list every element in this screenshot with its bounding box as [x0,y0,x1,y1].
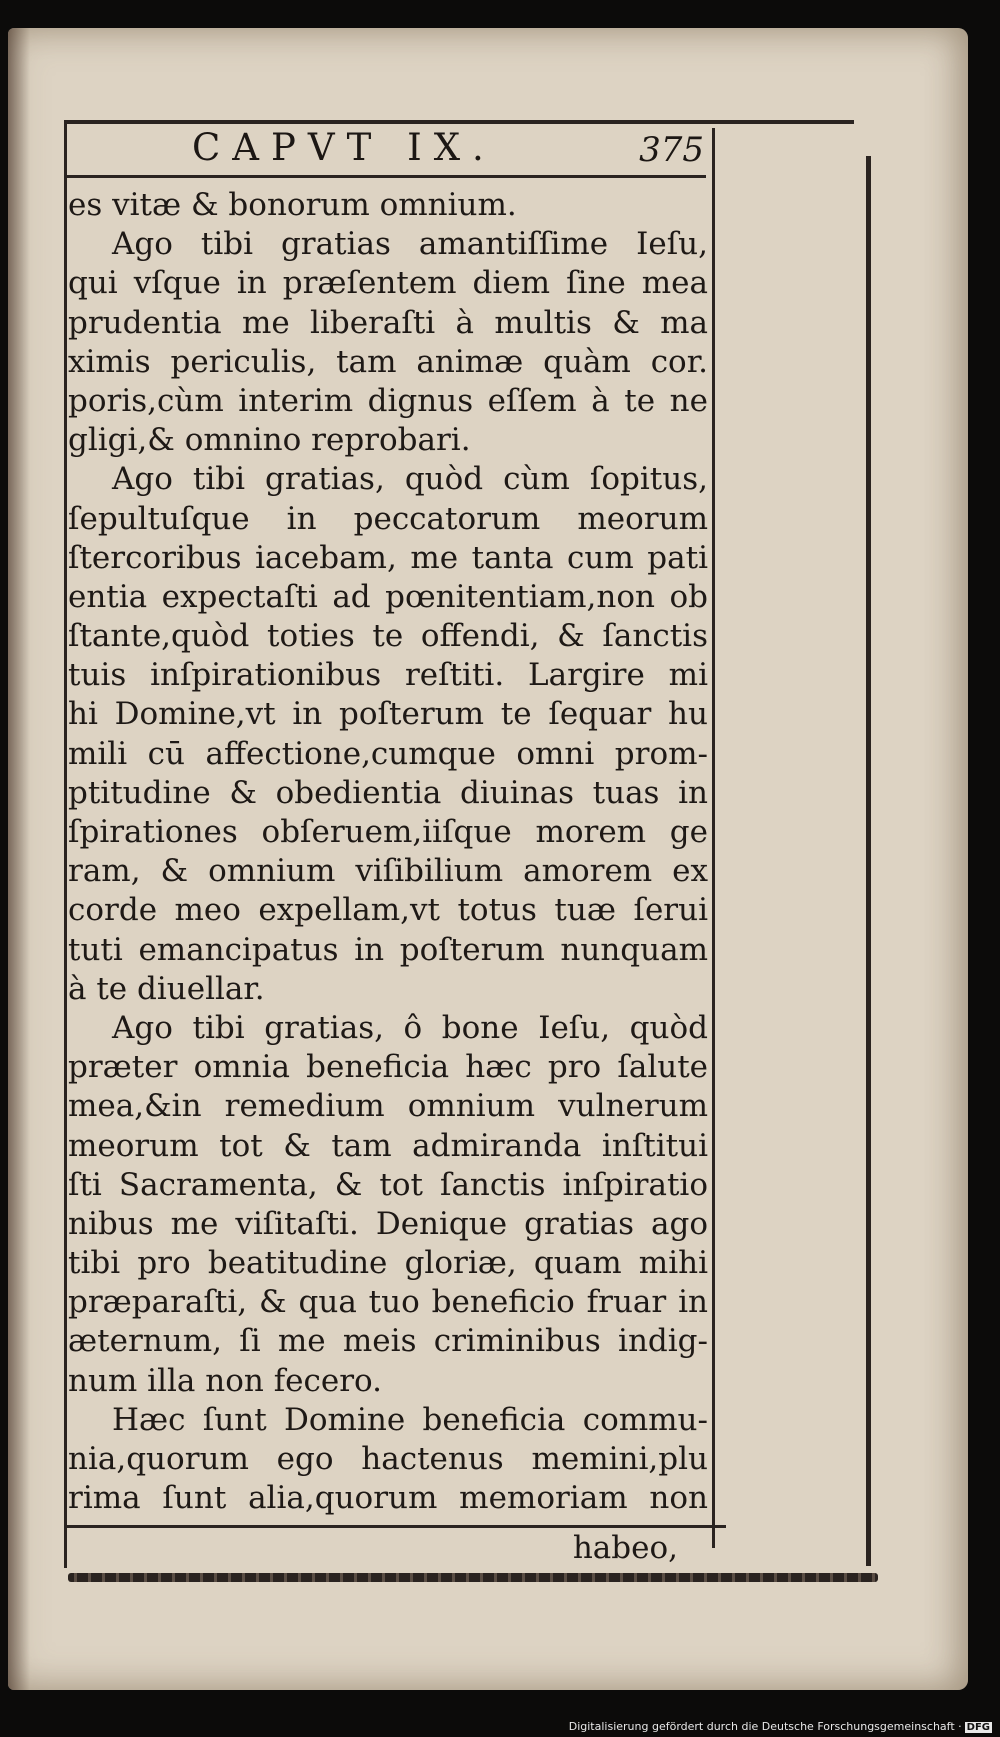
credit-text: Digitalisierung gefördert durch die Deutsche Forschungsgemeinschaft · [568,1720,962,1733]
dfg-logo: DFG [966,1722,990,1733]
text-line: Ago tibi gratias amantiſſime Ieſu, [112,226,708,263]
text-line: præparaſti, & qua tuo beneficio fruar in [68,1284,708,1321]
page-number: 375 [639,130,704,170]
text-line: Ago tibi gratias, ô bone Ieſu, quòd [112,1009,708,1046]
text-line: ſtercoribus iacebam, me tanta cum pati [68,539,708,576]
text-line: ram, & omnium viſibilium amorem ex [68,853,708,890]
ornamental-border [68,1573,878,1582]
text-line: hi Domine,vt in poſterum te ſequar hu [68,696,708,733]
catchword: habeo, [572,1530,678,1566]
text-line: ſpirationes obſeruem,iiſque morem ge [68,814,708,850]
text-line: ximis periculis, tam animæ quàm cor. [68,343,708,380]
text-line: entia expectaſti ad pœnitentiam,non ob [68,578,708,615]
right-frame-rule [712,128,715,1548]
digitization-credit [569,1720,992,1733]
text-line: num illa non fecero. [68,1362,383,1399]
chapter-heading: CAPVT IX. [192,126,496,169]
text-line: gligi,& omnino reprobari. [68,422,471,459]
body-text [68,186,708,1518]
text-line: Hæc ſunt Domine beneficia commu- [112,1401,708,1438]
text-line: præter omnia beneficia hæc pro ſalute [68,1049,708,1086]
left-frame-rule [64,120,67,1568]
text-line: rima ſunt alia,quorum memoriam non [68,1480,708,1517]
text-line: æternum, ſi me meis criminibus indig- [68,1323,708,1360]
text-line: poris,cùm interim dignus eſſem à te ne [68,382,708,419]
text-line: à te diuellar. [68,970,265,1007]
text-line: qui vſque in præſentem diem ſine mea [68,265,708,302]
text-line: prudentia me liberaſti à multis & ma [68,304,708,341]
text-line: ſepultuſque in peccatorum meorum [68,500,708,537]
running-head [68,124,708,174]
text-line: es vitæ & bonorum omnium. [68,187,517,223]
bottom-rule [66,1525,726,1528]
text-line: tuti emancipatus in poſterum nunquam [68,931,708,968]
head-rule [66,175,706,178]
text-line: corde meo expellam,vt totus tuæ ſerui [68,892,708,929]
text-line: ſtante,quòd toties te offendi, & ſanctis [68,618,708,655]
text-line: mea,&in remedium omnium vulnerum [68,1088,708,1125]
text-line: meorum tot & tam admiranda inſtitui [68,1127,708,1164]
text-line: nia,quorum ego hactenus memini,plu [68,1441,708,1477]
text-line: nibus me viſitaſti. Denique gratias ago [68,1205,708,1242]
text-line: mili cū affectione,cumque omni prom- [68,735,708,772]
book-page [8,28,968,1690]
text-line: ptitudine & obedientia diuinas tuas in [68,774,708,811]
outer-frame-rule [866,156,871,1566]
text-line: ſti Sacramenta, & tot ſanctis inſpiratio [68,1166,708,1203]
text-line: Ago tibi gratias, quòd cùm ſopitus, [112,461,708,498]
text-line: tuis inſpirationibus reſtiti. Largire mi [68,657,708,694]
text-line: tibi pro beatitudine gloriæ, quam mihi [68,1245,708,1282]
